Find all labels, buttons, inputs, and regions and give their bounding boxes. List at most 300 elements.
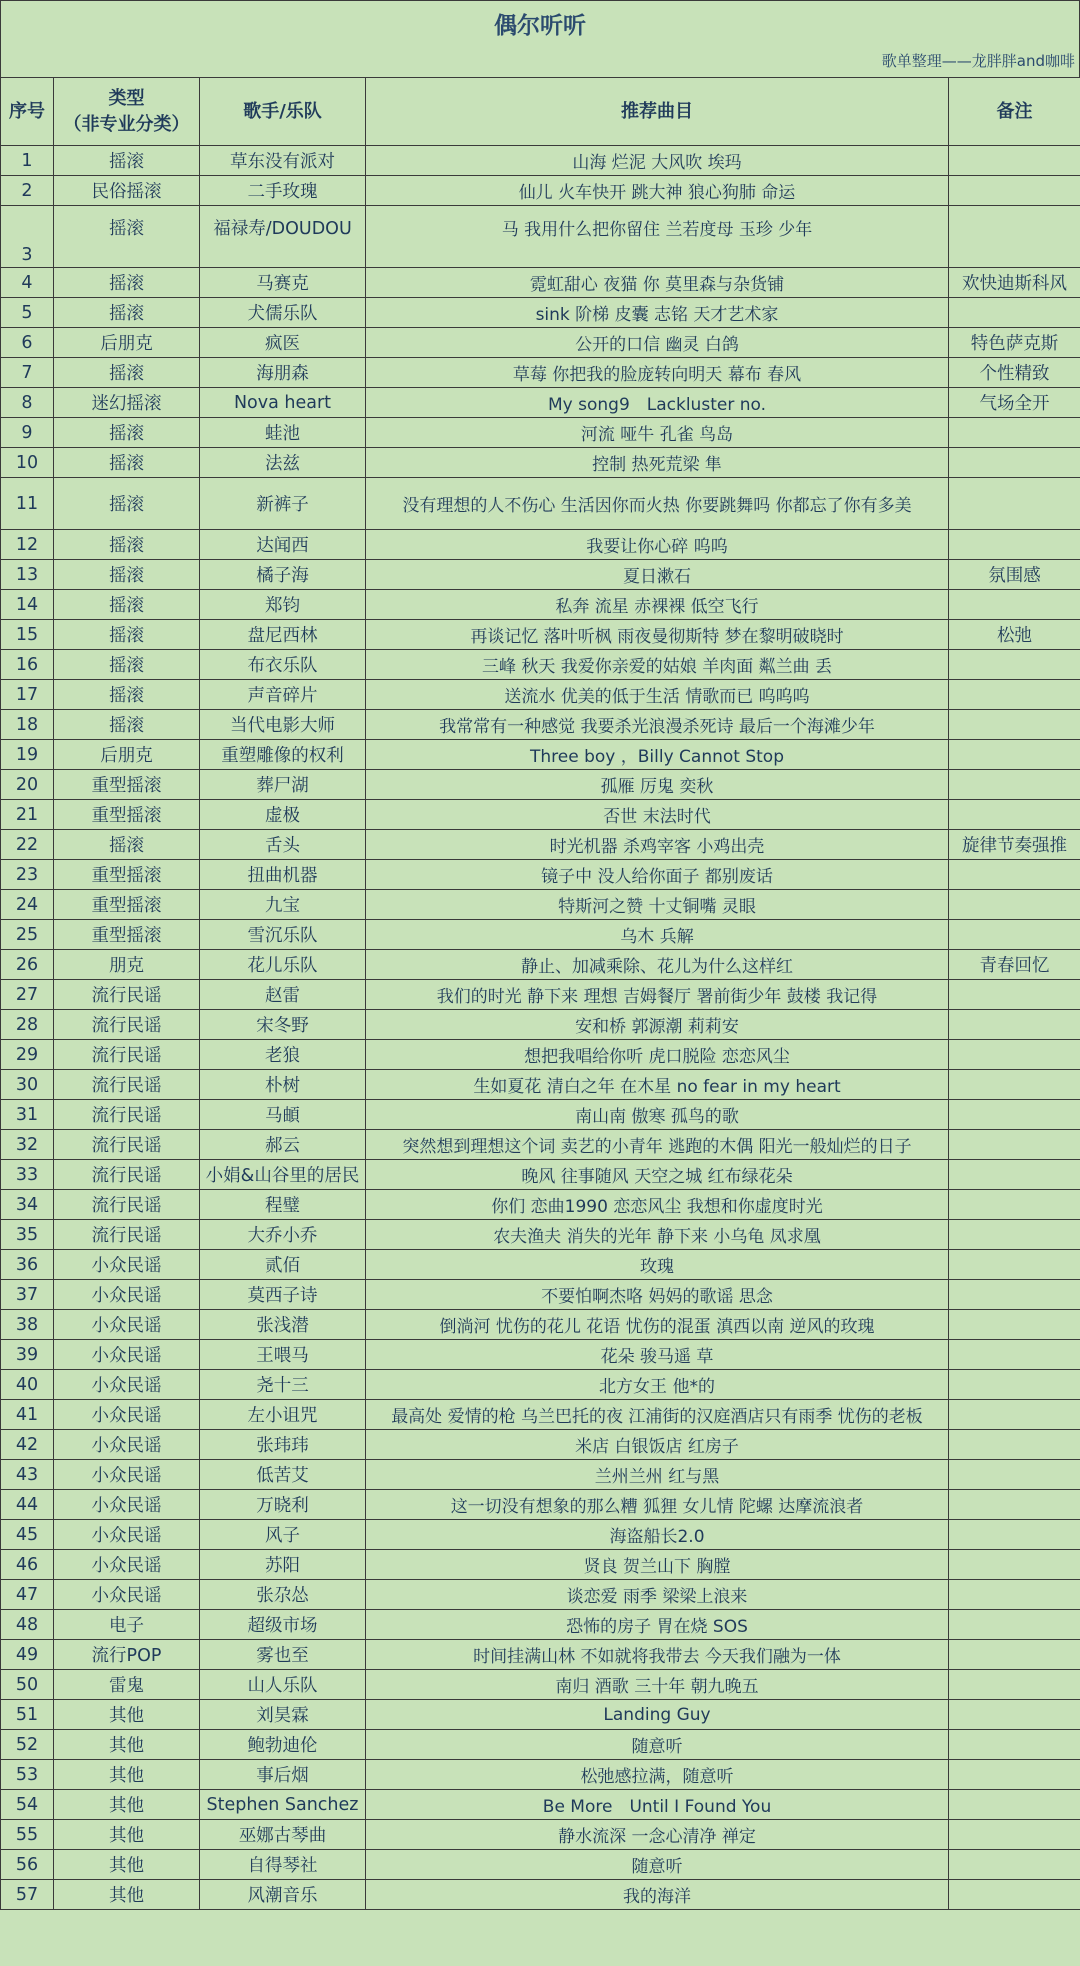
songs-cell: 静止、加减乘除、花儿为什么这样红 (366, 950, 949, 980)
index-cell: 30 (1, 1070, 54, 1100)
songs-cell: 北方女王 他*的 (366, 1370, 949, 1400)
artist-cell: Nova heart (200, 388, 366, 418)
songs-cell: 安和桥 郭源潮 莉莉安 (366, 1010, 949, 1040)
songs-cell: 我常常有一种感觉 我要杀光浪漫杀死诗 最后一个海滩少年 (366, 710, 949, 740)
songs-cell: 松弛感拉满，随意听 (366, 1760, 949, 1790)
note-cell (949, 890, 1080, 920)
artist-cell: 当代电影大师 (200, 710, 366, 740)
index-cell: 16 (1, 650, 54, 680)
table-row (1, 1790, 1080, 1820)
index-cell: 34 (1, 1190, 54, 1220)
index-cell: 14 (1, 590, 54, 620)
index-cell: 40 (1, 1370, 54, 1400)
genre-cell: 摇滚 (54, 530, 200, 560)
genre-cell: 摇滚 (54, 298, 200, 328)
index-cell: 24 (1, 890, 54, 920)
genre-cell: 小众民谣 (54, 1460, 200, 1490)
genre-cell: 后朋克 (54, 328, 200, 358)
note-cell: 氛围感 (949, 560, 1080, 590)
artist-cell: 老狼 (200, 1040, 366, 1070)
note-cell: 旋律节奏强推 (949, 830, 1080, 860)
note-cell (949, 1100, 1080, 1130)
artist-cell: 风子 (200, 1520, 366, 1550)
table-row (1, 1220, 1080, 1250)
note-cell (949, 1430, 1080, 1460)
index-cell: 9 (1, 418, 54, 448)
table-row (1, 800, 1080, 830)
genre-cell: 后朋克 (54, 740, 200, 770)
songs-cell: 马 我用什么把你留住 兰若度母 玉珍 少年 (366, 206, 949, 268)
genre-cell: 小众民谣 (54, 1250, 200, 1280)
table-row (1, 1610, 1080, 1640)
artist-cell: 蛙池 (200, 418, 366, 448)
songs-cell: 否世 末法时代 (366, 800, 949, 830)
note-cell (949, 206, 1080, 268)
artist-cell: Stephen Sanchez (200, 1790, 366, 1820)
header-artist: 歌手/乐队 (200, 78, 366, 146)
artist-cell: 法兹 (200, 448, 366, 478)
artist-cell: 虚极 (200, 800, 366, 830)
index-cell: 47 (1, 1580, 54, 1610)
index-cell: 8 (1, 388, 54, 418)
table-body (1, 146, 1080, 1910)
index-cell: 57 (1, 1880, 54, 1910)
songs-cell: 河流 哑牛 孔雀 鸟岛 (366, 418, 949, 448)
genre-cell: 摇滚 (54, 268, 200, 298)
artist-cell: 巫娜古琴曲 (200, 1820, 366, 1850)
songs-cell: 南归 酒歌 三十年 朝九晚五 (366, 1670, 949, 1700)
table-row (1, 1190, 1080, 1220)
note-cell (949, 1370, 1080, 1400)
genre-cell: 其他 (54, 1790, 200, 1820)
songs-cell: 时间挂满山林 不如就将我带去 今天我们融为一体 (366, 1640, 949, 1670)
artist-cell: 朴树 (200, 1070, 366, 1100)
songs-cell: 我的海洋 (366, 1880, 949, 1910)
songs-cell: 随意听 (366, 1850, 949, 1880)
songs-cell: 霓虹甜心 夜猫 你 莫里森与杂货铺 (366, 268, 949, 298)
songs-cell: 随意听 (366, 1730, 949, 1760)
artist-cell: 程璧 (200, 1190, 366, 1220)
genre-cell: 小众民谣 (54, 1400, 200, 1430)
songs-cell: 镜子中 没人给你面子 都别废话 (366, 860, 949, 890)
sheet-title: 偶尔听听 (494, 13, 586, 39)
index-cell: 48 (1, 1610, 54, 1640)
songs-cell: 送流水 优美的低于生活 情歌而已 呜呜呜 (366, 680, 949, 710)
index-cell: 5 (1, 298, 54, 328)
note-cell (949, 680, 1080, 710)
table-row (1, 590, 1080, 620)
artist-cell: 宋冬野 (200, 1010, 366, 1040)
note-cell (949, 1820, 1080, 1850)
genre-cell: 迷幻摇滚 (54, 388, 200, 418)
songs-cell: 兰州兰州 红与黑 (366, 1460, 949, 1490)
artist-cell: 张浅潜 (200, 1310, 366, 1340)
title-row (0, 0, 1080, 77)
artist-cell: 雾也至 (200, 1640, 366, 1670)
note-cell (949, 1280, 1080, 1310)
songs-cell: 恐怖的房子 胃在烧 SOS (366, 1610, 949, 1640)
index-cell: 39 (1, 1340, 54, 1370)
songs-cell: 孤雁 厉鬼 奕秋 (366, 770, 949, 800)
index-cell: 31 (1, 1100, 54, 1130)
genre-cell: 小众民谣 (54, 1310, 200, 1340)
index-cell: 13 (1, 560, 54, 590)
genre-cell: 摇滚 (54, 590, 200, 620)
genre-cell: 重型摇滚 (54, 770, 200, 800)
index-cell: 20 (1, 770, 54, 800)
table-row (1, 328, 1080, 358)
note-cell (949, 418, 1080, 448)
note-cell (949, 1490, 1080, 1520)
songs-cell: 时光机器 杀鸡宰客 小鸡出壳 (366, 830, 949, 860)
songs-cell: 乌木 兵解 (366, 920, 949, 950)
index-cell: 55 (1, 1820, 54, 1850)
note-cell: 气场全开 (949, 388, 1080, 418)
note-cell (949, 1220, 1080, 1250)
table-row (1, 860, 1080, 890)
table-row (1, 980, 1080, 1010)
note-cell (949, 650, 1080, 680)
header-songs: 推荐曲目 (366, 78, 949, 146)
artist-cell: 王喂马 (200, 1340, 366, 1370)
songs-cell: My song9 Lackluster no. (366, 388, 949, 418)
index-cell: 6 (1, 328, 54, 358)
songs-cell: 突然想到理想这个词 卖艺的小青年 逃跑的木偶 阳光一般灿烂的日子 (366, 1130, 949, 1160)
note-cell (949, 980, 1080, 1010)
index-cell: 25 (1, 920, 54, 950)
index-cell: 1 (1, 146, 54, 176)
artist-cell: 小娟&山谷里的居民 (200, 1160, 366, 1190)
note-cell (949, 1520, 1080, 1550)
artist-cell: 左小诅咒 (200, 1400, 366, 1430)
note-cell (949, 478, 1080, 530)
table-row (1, 418, 1080, 448)
songs-cell: Be More Until I Found You (366, 1790, 949, 1820)
genre-cell: 小众民谣 (54, 1490, 200, 1520)
genre-cell: 摇滚 (54, 418, 200, 448)
songs-cell: 山海 烂泥 大风吹 埃玛 (366, 146, 949, 176)
note-cell (949, 1040, 1080, 1070)
artist-cell: 郑钧 (200, 590, 366, 620)
table-row (1, 1820, 1080, 1850)
note-cell (949, 146, 1080, 176)
note-cell (949, 1880, 1080, 1910)
songs-cell: 三峰 秋天 我爱你亲爱的姑娘 羊肉面 粼兰曲 丢 (366, 650, 949, 680)
table-row (1, 1340, 1080, 1370)
genre-cell: 小众民谣 (54, 1280, 200, 1310)
table-row (1, 1010, 1080, 1040)
playlist-table (0, 77, 1080, 1910)
artist-cell: 达闻西 (200, 530, 366, 560)
note-cell (949, 1550, 1080, 1580)
songs-cell: 再谈记忆 落叶听枫 雨夜曼彻斯特 梦在黎明破晓时 (366, 620, 949, 650)
note-cell (949, 1310, 1080, 1340)
table-row (1, 1580, 1080, 1610)
songs-cell: 特斯河之赞 十丈铜嘴 灵眼 (366, 890, 949, 920)
genre-cell: 小众民谣 (54, 1550, 200, 1580)
index-cell: 29 (1, 1040, 54, 1070)
artist-cell: 贰佰 (200, 1250, 366, 1280)
note-cell (949, 1130, 1080, 1160)
index-cell: 19 (1, 740, 54, 770)
artist-cell: 张尕怂 (200, 1580, 366, 1610)
header-row (1, 78, 1080, 146)
index-cell: 22 (1, 830, 54, 860)
note-cell (949, 590, 1080, 620)
genre-cell: 摇滚 (54, 358, 200, 388)
artist-cell: 重塑雕像的权利 (200, 740, 366, 770)
artist-cell: 自得琴社 (200, 1850, 366, 1880)
artist-cell: 山人乐队 (200, 1670, 366, 1700)
songs-cell: 海盗船长2.0 (366, 1520, 949, 1550)
genre-cell: 其他 (54, 1880, 200, 1910)
note-cell (949, 1670, 1080, 1700)
genre-cell: 摇滚 (54, 710, 200, 740)
genre-cell: 摇滚 (54, 830, 200, 860)
index-cell: 49 (1, 1640, 54, 1670)
table-row (1, 1520, 1080, 1550)
songs-cell: 想把我唱给你听 虎口脱险 恋恋风尘 (366, 1040, 949, 1070)
table-row (1, 298, 1080, 328)
table-row (1, 1070, 1080, 1100)
artist-cell: 扭曲机器 (200, 860, 366, 890)
note-cell (949, 1250, 1080, 1280)
genre-cell: 其他 (54, 1820, 200, 1850)
note-cell (949, 1460, 1080, 1490)
table-row (1, 146, 1080, 176)
note-cell (949, 1400, 1080, 1430)
genre-cell: 流行民谣 (54, 1160, 200, 1190)
index-cell: 26 (1, 950, 54, 980)
table-row (1, 920, 1080, 950)
artist-cell: 葬尸湖 (200, 770, 366, 800)
index-cell: 21 (1, 800, 54, 830)
genre-cell: 流行民谣 (54, 980, 200, 1010)
index-cell: 50 (1, 1670, 54, 1700)
index-cell: 17 (1, 680, 54, 710)
table-row (1, 1280, 1080, 1310)
table-row (1, 206, 1080, 268)
songs-cell: 这一切没有想象的那么糟 狐狸 女儿情 陀螺 达摩流浪者 (366, 1490, 949, 1520)
table-row (1, 1670, 1080, 1700)
genre-cell: 摇滚 (54, 448, 200, 478)
note-cell (949, 1160, 1080, 1190)
artist-cell: 新裤子 (200, 478, 366, 530)
artist-cell: 海朋森 (200, 358, 366, 388)
artist-cell: 马頔 (200, 1100, 366, 1130)
note-cell (949, 860, 1080, 890)
table-row (1, 1310, 1080, 1340)
index-cell: 3 (1, 206, 54, 268)
songs-cell: 我们的时光 静下来 理想 吉姆餐厅 署前街少年 鼓楼 我记得 (366, 980, 949, 1010)
songs-cell: 私奔 流星 赤裸裸 低空飞行 (366, 590, 949, 620)
artist-cell: 声音碎片 (200, 680, 366, 710)
songs-cell: 你们 恋曲1990 恋恋风尘 我想和你虚度时光 (366, 1190, 949, 1220)
songs-cell: 玫瑰 (366, 1250, 949, 1280)
table-row (1, 560, 1080, 590)
genre-cell: 其他 (54, 1760, 200, 1790)
table-row (1, 1430, 1080, 1460)
index-cell: 10 (1, 448, 54, 478)
table-row (1, 890, 1080, 920)
genre-cell: 流行民谣 (54, 1100, 200, 1130)
index-cell: 37 (1, 1280, 54, 1310)
note-cell: 个性精致 (949, 358, 1080, 388)
table-row (1, 740, 1080, 770)
artist-cell: 刘昊霖 (200, 1700, 366, 1730)
songs-cell: 我要让你心碎 呜呜 (366, 530, 949, 560)
genre-cell: 流行民谣 (54, 1130, 200, 1160)
table-row (1, 1460, 1080, 1490)
index-cell: 36 (1, 1250, 54, 1280)
genre-cell: 其他 (54, 1850, 200, 1880)
header-note: 备注 (949, 78, 1080, 146)
note-cell: 欢快迪斯科风 (949, 268, 1080, 298)
artist-cell: 雪沉乐队 (200, 920, 366, 950)
index-cell: 41 (1, 1400, 54, 1430)
artist-cell: 风潮音乐 (200, 1880, 366, 1910)
genre-cell: 重型摇滚 (54, 890, 200, 920)
songs-cell: 贤良 贺兰山下 胸膛 (366, 1550, 949, 1580)
note-cell (949, 1190, 1080, 1220)
artist-cell: 犬儒乐队 (200, 298, 366, 328)
note-cell (949, 1640, 1080, 1670)
table-row (1, 176, 1080, 206)
songs-cell: 仙儿 火车快开 跳大神 狼心狗肺 命运 (366, 176, 949, 206)
table-row (1, 1160, 1080, 1190)
table-row (1, 388, 1080, 418)
songs-cell: 倒淌河 忧伤的花儿 花语 忧伤的混蛋 滇西以南 逆风的玫瑰 (366, 1310, 949, 1340)
index-cell: 46 (1, 1550, 54, 1580)
artist-cell: 福禄寿/DOUDOU (200, 206, 366, 268)
table-row (1, 1250, 1080, 1280)
note-cell (949, 1850, 1080, 1880)
index-cell: 2 (1, 176, 54, 206)
genre-cell: 民俗摇滚 (54, 176, 200, 206)
genre-cell: 小众民谣 (54, 1340, 200, 1370)
note-cell (949, 920, 1080, 950)
artist-cell: 莫西子诗 (200, 1280, 366, 1310)
artist-cell: 苏阳 (200, 1550, 366, 1580)
table-row (1, 1850, 1080, 1880)
artist-cell: 盘尼西林 (200, 620, 366, 650)
note-cell (949, 710, 1080, 740)
artist-cell: 事后烟 (200, 1760, 366, 1790)
genre-cell: 流行民谣 (54, 1070, 200, 1100)
songs-cell: 静水流深 一念心清净 禅定 (366, 1820, 949, 1850)
genre-cell: 小众民谣 (54, 1520, 200, 1550)
note-cell: 松弛 (949, 620, 1080, 650)
artist-cell: 草东没有派对 (200, 146, 366, 176)
genre-cell: 其他 (54, 1730, 200, 1760)
artist-cell: 橘子海 (200, 560, 366, 590)
index-cell: 51 (1, 1700, 54, 1730)
note-cell (949, 298, 1080, 328)
table-row (1, 1490, 1080, 1520)
songs-cell: Landing Guy (366, 1700, 949, 1730)
index-cell: 32 (1, 1130, 54, 1160)
note-cell (949, 1790, 1080, 1820)
artist-cell: 花儿乐队 (200, 950, 366, 980)
songs-cell: 没有理想的人不伤心 生活因你而火热 你要跳舞吗 你都忘了你有多美 (366, 478, 949, 530)
genre-cell: 摇滚 (54, 206, 200, 268)
index-cell: 23 (1, 860, 54, 890)
genre-cell: 朋克 (54, 950, 200, 980)
songs-cell: 南山南 傲寒 孤鸟的歌 (366, 1100, 949, 1130)
table-row (1, 1550, 1080, 1580)
genre-cell: 重型摇滚 (54, 860, 200, 890)
header-index: 序号 (1, 78, 54, 146)
artist-cell: 低苦艾 (200, 1460, 366, 1490)
table-row (1, 1640, 1080, 1670)
songs-cell: sink 阶梯 皮囊 志铭 天才艺术家 (366, 298, 949, 328)
note-cell (949, 1340, 1080, 1370)
table-row (1, 710, 1080, 740)
index-cell: 54 (1, 1790, 54, 1820)
note-cell (949, 448, 1080, 478)
index-cell: 56 (1, 1850, 54, 1880)
index-cell: 18 (1, 710, 54, 740)
artist-cell: 疯医 (200, 328, 366, 358)
index-cell: 4 (1, 268, 54, 298)
note-cell (949, 176, 1080, 206)
index-cell: 33 (1, 1160, 54, 1190)
genre-cell: 摇滚 (54, 560, 200, 590)
genre-cell: 摇滚 (54, 680, 200, 710)
index-cell: 44 (1, 1490, 54, 1520)
note-cell (949, 530, 1080, 560)
artist-cell: 尧十三 (200, 1370, 366, 1400)
index-cell: 12 (1, 530, 54, 560)
header-genre-line1: 类型 (108, 87, 145, 109)
note-cell (949, 1010, 1080, 1040)
songs-cell: 夏日漱石 (366, 560, 949, 590)
artist-cell: 赵雷 (200, 980, 366, 1010)
table-row (1, 680, 1080, 710)
songs-cell: 不要怕啊杰咯 妈妈的歌谣 思念 (366, 1280, 949, 1310)
header-genre-line2: （非专业分类） (63, 113, 190, 135)
genre-cell: 其他 (54, 1700, 200, 1730)
table-row (1, 830, 1080, 860)
table-row (1, 1040, 1080, 1070)
sheet-subtitle: 歌单整理——龙胖胖and咖啡 (881, 52, 1075, 70)
songs-cell: 晚风 往事随风 天空之城 红布绿花朵 (366, 1160, 949, 1190)
genre-cell: 电子 (54, 1610, 200, 1640)
index-cell: 7 (1, 358, 54, 388)
artist-cell: 大乔小乔 (200, 1220, 366, 1250)
artist-cell: 郝云 (200, 1130, 366, 1160)
index-cell: 43 (1, 1460, 54, 1490)
index-cell: 11 (1, 478, 54, 530)
note-cell (949, 740, 1080, 770)
genre-cell: 流行民谣 (54, 1220, 200, 1250)
table-row (1, 650, 1080, 680)
genre-cell: 小众民谣 (54, 1580, 200, 1610)
table-row (1, 1700, 1080, 1730)
artist-cell: 二手玫瑰 (200, 176, 366, 206)
artist-cell: 舌头 (200, 830, 366, 860)
songs-cell: 农夫渔夫 消失的光年 静下来 小乌龟 凤求凰 (366, 1220, 949, 1250)
genre-cell: 重型摇滚 (54, 800, 200, 830)
songs-cell: Three boy ，Billy Cannot Stop (366, 740, 949, 770)
table-row (1, 1400, 1080, 1430)
artist-cell: 超级市场 (200, 1610, 366, 1640)
table-row (1, 1100, 1080, 1130)
table-row (1, 1760, 1080, 1790)
genre-cell: 摇滚 (54, 620, 200, 650)
artist-cell: 九宝 (200, 890, 366, 920)
genre-cell: 小众民谣 (54, 1370, 200, 1400)
